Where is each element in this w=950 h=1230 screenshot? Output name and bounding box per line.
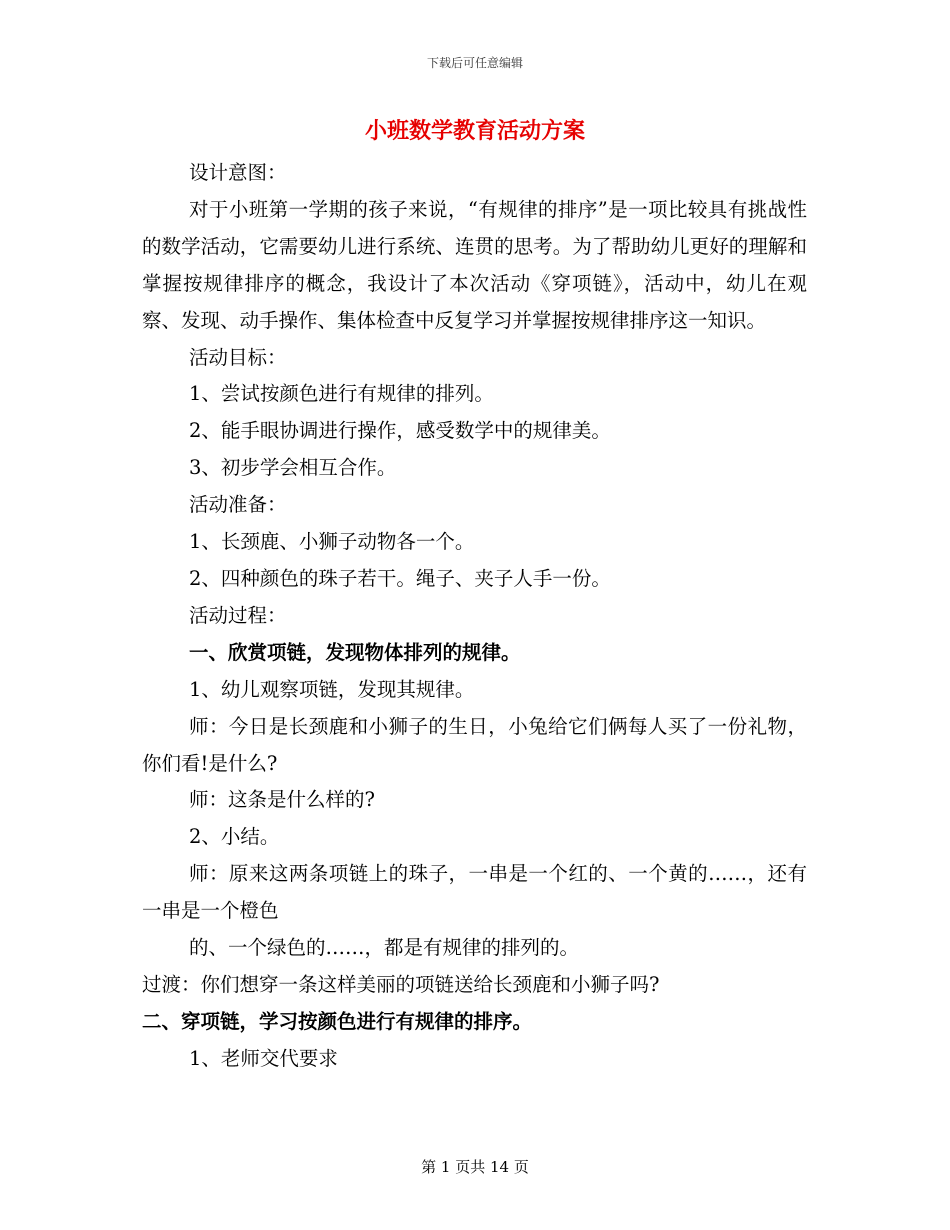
document-title: 小班数学教育活动方案 — [364, 118, 585, 144]
paragraph-preparation-heading: 活动准备： — [189, 493, 287, 517]
header-note: 下载后可任意编辑 — [426, 56, 523, 70]
paragraph-summary: 2、小结。 — [189, 825, 280, 849]
document-body — [142, 155, 807, 1078]
paragraph-design-intent: 对于小班第一学期的孩子来说，“有规律的排序”是一项比较具有挑战性的数学活动，它需要幼儿进行系统、连贯的思考。为了帮助幼儿更好的理解和掌握按规律排序的概念，我设计了本次活动《穿项链》，活动中，幼儿在观察、发现、动手操作、集体检查中反复学习并掌握按规律排序这一知识。 — [142, 197, 807, 332]
paragraph-preparation-1: 1、长颈鹿、小狮子动物各一个。 — [189, 530, 475, 554]
paragraph-teacher-3-cont: 的、一个绿色的……，都是有规律的排列的。 — [189, 936, 580, 960]
paragraph-design-intent-heading: 设计意图： — [189, 161, 287, 184]
section-heading-1: 一、欣赏项链，发现物体排列的规律。 — [189, 640, 521, 664]
paragraph-teacher-3: 师：原来这两条项链上的珠子，一串是一个红的、一个黄的……，还有一串是一个橙色 — [142, 862, 807, 923]
paragraph-preparation-2: 2、四种颜色的珠子若干。绳子、夹子人手一份。 — [189, 566, 611, 590]
paragraph-goals-heading: 活动目标： — [189, 345, 287, 369]
paragraph-step-1: 1、幼儿观察项链，发现其规律。 — [189, 677, 475, 701]
paragraph-teacher-1: 师：今日是长颈鹿和小狮子的生日，小兔给它们俩每人买了一份礼物，你们看!是什么? — [142, 714, 807, 775]
paragraph-requirements: 1、老师交代要求 — [189, 1046, 338, 1070]
paragraph-goal-3: 3、初步学会相互合作。 — [189, 456, 397, 480]
paragraph-goal-1: 1、尝试按颜色进行有规律的排列。 — [189, 382, 494, 406]
paragraph-process-heading: 活动过程： — [189, 603, 287, 627]
paragraph-teacher-2: 师：这条是什么样的? — [189, 788, 375, 812]
page-footer: 第 1 页共 14 页 — [421, 1158, 529, 1176]
section-heading-2: 二、穿项链，学习按颜色进行有规律的排序。 — [142, 1009, 533, 1033]
paragraph-goal-2: 2、能手眼协调进行操作，感受数学中的规律美。 — [189, 419, 611, 443]
paragraph-transition: 过渡：你们想穿一条这样美丽的项链送给长颈鹿和小狮子吗? — [142, 972, 660, 996]
